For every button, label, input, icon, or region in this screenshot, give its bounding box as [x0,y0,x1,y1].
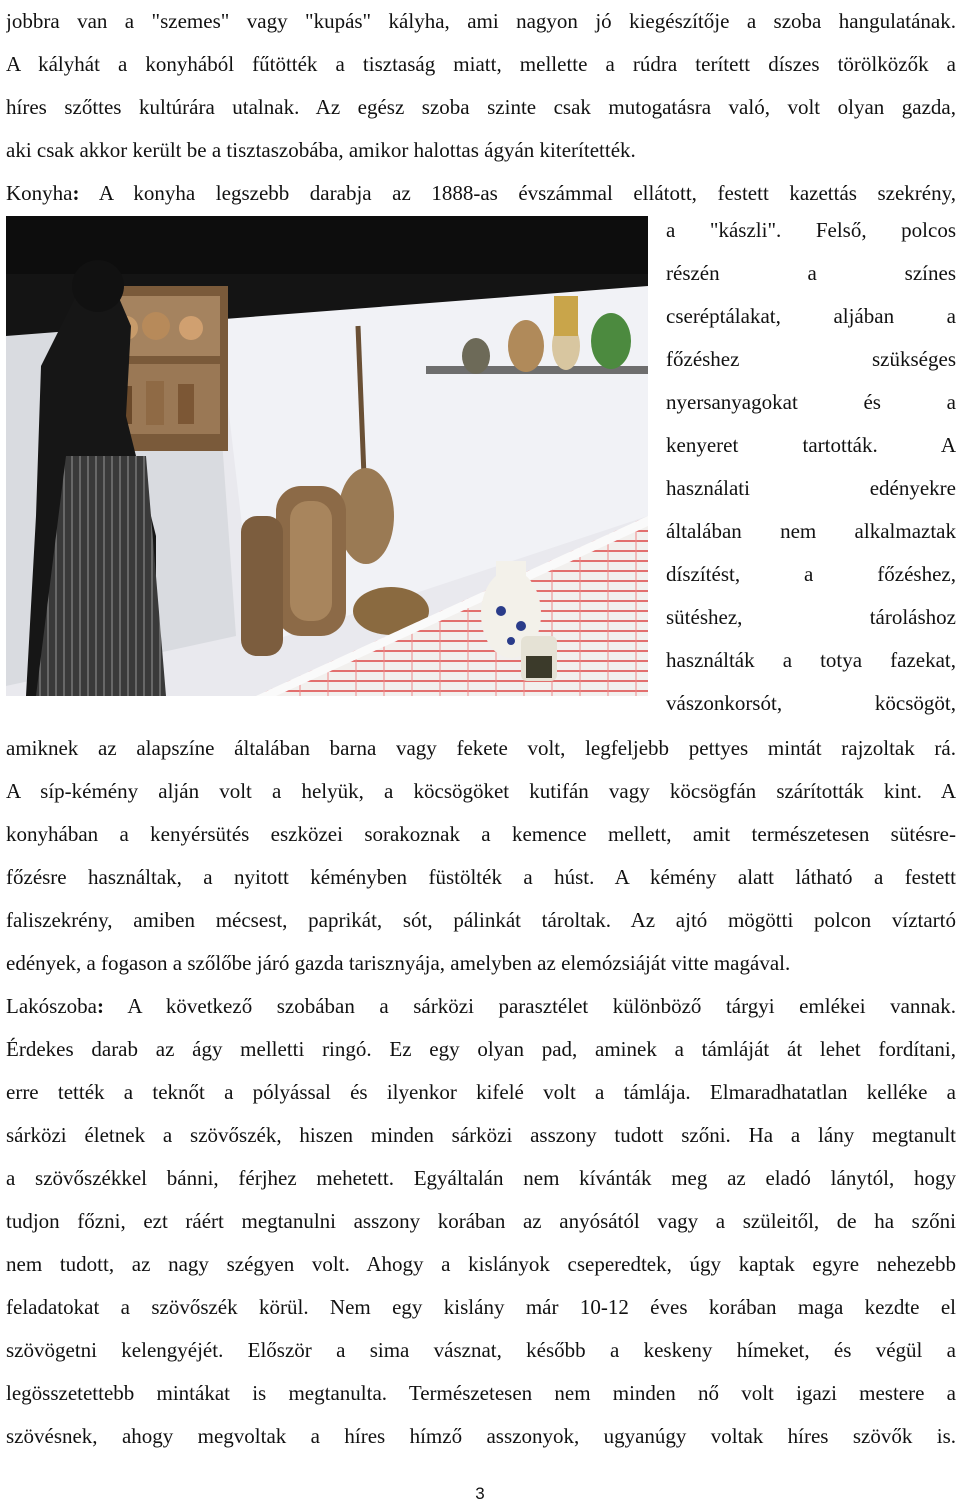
text-line: a szövőszékkel bánni, férjhez mehetett. Egyáltalán nem kívánták meg az eladó lánytól, hogy [6,1166,956,1190]
kitchen-photo [6,216,648,696]
text-line: részén a színes [666,261,956,285]
lakoszoba-colon: : [96,994,104,1018]
side-text-column [666,209,956,725]
text-line: kenyeret tartották. A [666,433,956,457]
text-line: használták a totya fazekat, [666,648,956,672]
text-line: aki csak akkor került be a tisztaszobába, amikor halottas ágyán kiterítették. [6,138,636,162]
konyha-intro: A konyha legszebb darabja az 1888-as évszámmal ellátott, festett kazettás szekrény, [79,181,956,205]
text-line: amiknek az alapszíne általában barna vagy fekete volt, legfeljebb pettyes mintát rajzoltak rá. [6,736,956,760]
kitchen-photo-illustration [6,216,648,696]
text-line: A síp-kémény alján volt a helyük, a köcsögöket kutifán vagy köcsögfán szárították kint. A [6,779,956,803]
text-line: vászonkorsót, köcsögöt, [666,691,956,715]
text-line: nyersanyagokat és a [666,390,956,414]
lakoszoba-label: Lakószoba [6,994,97,1018]
text-line: A kályhát a konyhából fűtötték a tisztaság miatt, mellette a rúdra terített díszes törölközők a [6,52,956,76]
text-line: a "kászli". Felső, polcos [666,218,956,242]
text-line: nem tudott, az nagy szégyen volt. Ahogy a kislányok cseperedtek, úgy kaptak egyre nehezebb [6,1252,956,1276]
top-paragraph [6,0,956,215]
text-line: tudjon főzni, ezt ráért megtanulni asszony korában az anyósától vagy a szüleitől, de ha szőni [6,1209,956,1233]
text-line: sárközi életnek a szövőszék, hiszen minden sárközi asszony tudott szőni. Ha a lány megtanult [6,1123,956,1147]
text-line: főzésre használtak, a nyitott kéményben füstölték a húst. A kémény alatt látható a festett [6,865,956,889]
text-line: legösszetettebb mintákat is megtanulta. Természetesen nem minden nő volt igazi mestere a [6,1381,956,1405]
text-line: általában nem alkalmaztak [666,519,956,543]
konyha-label: Konyha [6,181,73,205]
text-line: főzéshez szükséges [666,347,956,371]
konyha-colon: : [72,181,80,205]
text-line: cseréptálakat, aljában a [666,304,956,328]
text-line: erre tették a teknőt a pólyással és ilyenkor kifelé volt a támlája. Elmaradhatatlan kelléke a [6,1080,956,1104]
text-line: használati edényekre [666,476,956,500]
lakoszoba-line [6,985,956,1028]
lakoszoba-first: A következő szobában a sárközi parasztélet különböző tárgyi emlékei vannak. [103,994,956,1018]
text-line: edények, a fogason a szőlőbe járó gazda tarisznyája, amelyben az elemózsiáját vitte magával. [6,951,791,975]
text-line: jobbra van a "szemes" vagy "kupás" kályha, ami nagyon jó kiegészítője a szoba hangulatának. [6,9,956,33]
text-line: díszítést, a főzéshez, [666,562,956,586]
page-number: 3 [475,1484,485,1503]
text-line: Érdekes darab az ágy melletti ringó. Ez egy olyan pad, aminek a támláját át lehet fordítani, [6,1037,956,1061]
text-line: híres szőttes kultúrára utalnak. Az egész szoba szinte csak mutogatásra való, volt olyan gazda, [6,95,956,119]
text-line: feladatokat a szövőszék körül. Nem egy kislány már 10-12 éves korában maga kezdte el [6,1295,956,1319]
text-line: faliszekrény, amiben mécsest, paprikát, sót, pálinkát tároltak. Az ajtó mögötti polcon víztartó [6,908,956,932]
text-line: szövögetni kelengyéjét. Először a sima vásznat, később a keskeny hímeket, és végül a [6,1338,956,1362]
text-line: konyhában a kenyérsütés eszközei sorakoznak a kemence mellett, amit természetesen sütésre- [6,822,956,846]
text-line: sütéshez, tároláshoz [666,605,956,629]
bottom-paragraphs [6,727,956,1458]
text-line: szövésnek, ahogy megvoltak a híres hímző asszonyok, ugyanúgy voltak híres szövők is. [6,1424,956,1448]
